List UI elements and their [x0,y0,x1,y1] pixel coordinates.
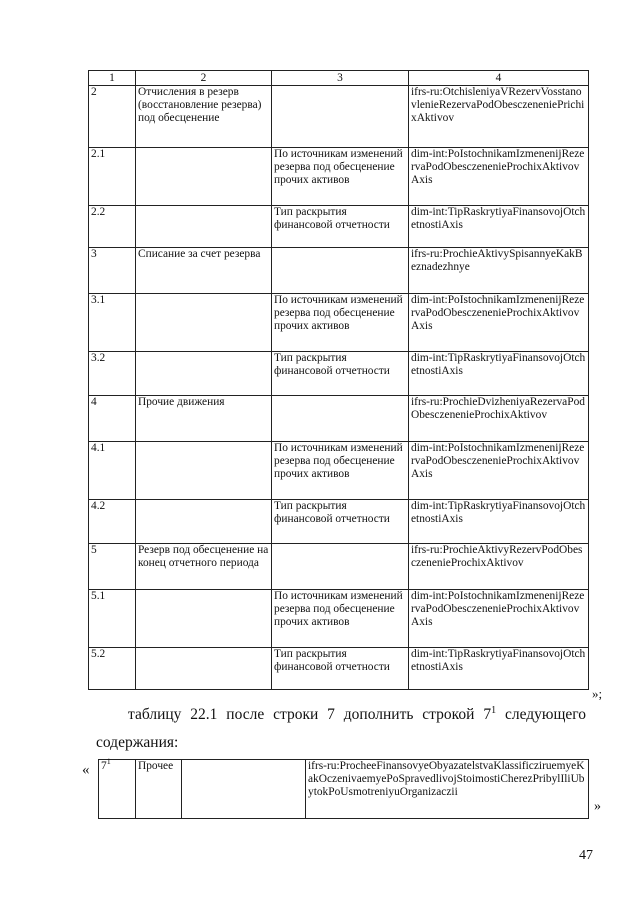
row-code: dim-int:TipRaskrytiyaFinansovojOtchetnostiAxis [409,648,589,690]
amendment-paragraph [128,705,586,725]
row-number: 3.1 [89,294,136,352]
table-row [89,248,589,294]
row-number: 4.2 [89,500,136,544]
amendment-text-before: таблицу 22.1 после строки 7 дополнить строкой 7 [128,706,492,723]
row-code: dim-int:PoIstochnikamIzmenenijRezervaPodObesczenenieProchixAktivovAxis [409,442,589,500]
row-code: dim-int:TipRaskrytiyaFinansovojOtchetnostiAxis [409,500,589,544]
table-row [89,206,589,248]
table-row [89,500,589,544]
row-name [136,294,272,352]
new-row-dimension [182,760,306,819]
page-number: 47 [579,848,593,863]
table-row [89,86,589,148]
row-name [136,206,272,248]
row-name [136,590,272,648]
row-dimension: По источникам изменений резерва под обесценение прочих активов [272,148,409,206]
opening-quote: « [82,762,90,778]
row-dimension: Тип раскрытия финансовой отчетности [272,648,409,690]
amendment-text-after: следующего [496,706,586,723]
table-row [89,544,589,590]
row-code: ifrs-ru:ProchieAktivySpisannyeKakBeznadezhnye [409,248,589,294]
row-dimension: Тип раскрытия финансовой отчетности [272,500,409,544]
row-number: 4 [89,396,136,442]
table-row [89,590,589,648]
table-row [89,396,589,442]
row-dimension [272,544,409,590]
row-code: dim-int:TipRaskrytiyaFinansovojOtchetnostiAxis [409,352,589,396]
row-dimension [272,86,409,148]
row-code: dim-int:TipRaskrytiyaFinansovojOtchetnostiAxis [409,206,589,248]
table-row [89,148,589,206]
row-number: 4.1 [89,442,136,500]
row-dimension: По источникам изменений резерва под обесценение прочих активов [272,590,409,648]
row-name [136,148,272,206]
row-number: 2 [89,86,136,148]
new-row-table [98,759,589,819]
row-number: 5.1 [89,590,136,648]
new-row-number-sup: 1 [106,757,111,767]
row-code: ifrs-ru:ProchieAktivyRezervPodObesczenenieProchixAktivov [409,544,589,590]
header-cell-4: 4 [409,71,589,86]
row-name: Списание за счет резерва [136,248,272,294]
closing-quote: » [594,799,601,814]
table-body [89,71,589,690]
row-name [136,352,272,396]
table-row [89,442,589,500]
header-cell-1: 1 [89,71,136,86]
amendment-paragraph-continuation: содержания: [96,734,179,751]
amendment-superscript: 1 [491,704,497,716]
row-name [136,648,272,690]
row-name [136,442,272,500]
row-code: dim-int:PoIstochnikamIzmenenijRezervaPodObesczenenieProchixAktivovAxis [409,294,589,352]
new-row-number-main: 7 [101,760,107,772]
row-number: 3.2 [89,352,136,396]
row-code: dim-int:PoIstochnikamIzmenenijRezervaPodObesczenenieProchixAktivovAxis [409,590,589,648]
new-row [99,760,589,819]
row-dimension [272,396,409,442]
row-name [136,500,272,544]
row-code: dim-int:PoIstochnikamIzmenenijRezervaPodObesczenenieProchixAktivovAxis [409,148,589,206]
header-row [89,71,589,86]
main-table [88,70,589,690]
table-row [89,294,589,352]
row-dimension: По источникам изменений резерва под обесценение прочих активов [272,442,409,500]
row-dimension: По источникам изменений резерва под обесценение прочих активов [272,294,409,352]
row-name: Резерв под обесценение на конец отчетного периода [136,544,272,590]
header-cell-3: 3 [272,71,409,86]
row-number: 3 [89,248,136,294]
table-row [89,648,589,690]
row-code: ifrs-ru:ProchieDvizheniyaRezervaPodObesczenenieProchixAktivov [409,396,589,442]
row-name: Отчисления в резерв (восстановление резерва) под обесценение [136,86,272,148]
row-number: 5.2 [89,648,136,690]
closing-quote-semicolon: »; [592,686,603,701]
row-number: 2.2 [89,206,136,248]
row-code: ifrs-ru:OtchisleniyaVRezervVosstanovlenieRezervaPodObesczeneniePrіchixAktivov [409,86,589,148]
header-cell-2: 2 [136,71,272,86]
row-dimension: Тип раскрытия финансовой отчетности [272,352,409,396]
row-dimension: Тип раскрытия финансовой отчетности [272,206,409,248]
new-row-number [99,757,136,819]
row-number: 5 [89,544,136,590]
new-row-name: Прочее [136,760,182,819]
table-row [89,352,589,396]
row-name: Прочие движения [136,396,272,442]
new-row-code: ifrs-ru:ProcheeFinansovyeObyazatelstvaKlassificziruemyeKakOczenivaemyePoSpravedlivojStoimostiCherezPribylIliUbytokPoUsmotreniyuOrganizaczii [306,760,589,819]
row-dimension [272,248,409,294]
row-number: 2.1 [89,148,136,206]
